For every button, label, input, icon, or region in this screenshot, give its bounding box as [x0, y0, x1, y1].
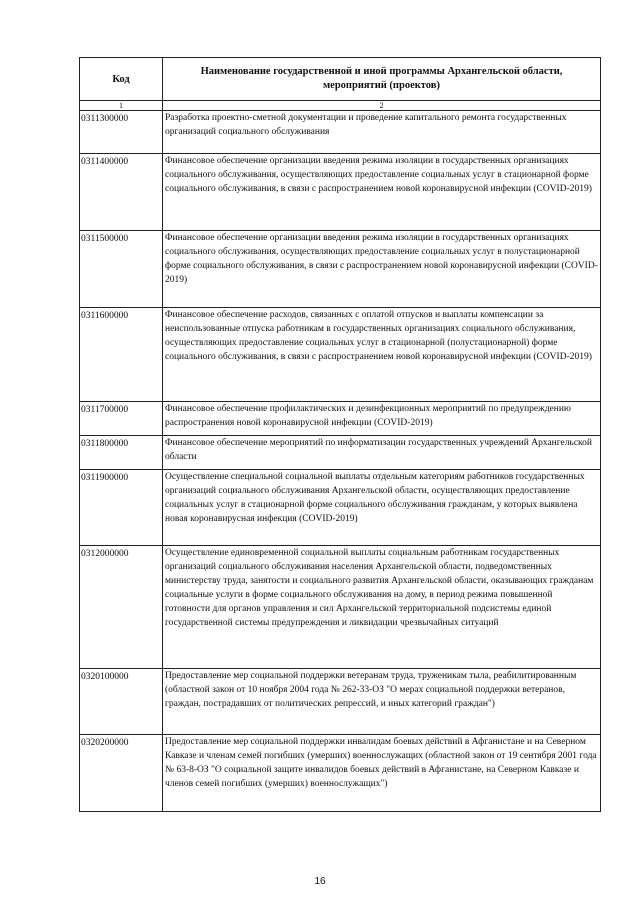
- row-name: Осуществление единовременной социальной выплаты социальным работникам государственных организаций социального обслуживания населения Архангельской области, подведомственных министерству труда, занятости и социального развития Архангельской области, оказывающих гражданам социальные услуги в форме социального обслуживания на дому, в период режима повышенной готовности для органов управления и сил Архангельской территориальной подсистемы единой государственной системы предупреждения и ликвидации чрезвычайных ситуаций: [163, 546, 601, 669]
- document-table: [79, 57, 601, 812]
- row-code: 0320100000: [80, 669, 163, 735]
- table-row: [80, 231, 601, 308]
- row-code: 0311400000: [80, 154, 163, 231]
- table-row: [80, 436, 601, 470]
- row-name: Финансовое обеспечение профилактических и дезинфекционных мероприятий по предупреждению распространения новой коронавирусной инфекции (COVID-2019): [163, 402, 601, 436]
- page-number: 16: [314, 876, 326, 887]
- row-code: 0311600000: [80, 308, 163, 402]
- header-code: Код: [80, 58, 163, 101]
- row-code: 0320200000: [80, 735, 163, 812]
- table-row: [80, 308, 601, 402]
- table-row: [80, 669, 601, 735]
- row-code: 0311500000: [80, 231, 163, 308]
- row-name: Финансовое обеспечение мероприятий по информатизации государственных учреждений Архангельской области: [163, 436, 601, 470]
- row-code: 0312000000: [80, 546, 163, 669]
- row-code: 0311800000: [80, 436, 163, 470]
- row-name: Финансовое обеспечение организации введения режима изоляции в государственных организациях социального обслуживания, осуществляющих предоставление социальных услуг в стационарной форме социального обслуживания, в связи с распространением новой коронавирусной инфекции (COVID-2019): [163, 154, 601, 231]
- table-row: [80, 470, 601, 546]
- row-name: Финансовое обеспечение расходов, связанных с оплатой отпусков и выплаты компенсации за неиспользованные отпуска работникам в государственных организациях социального обслуживания, осуществляющих предоставление социальных услуг в стационарной (полустационарной) форме социального обслуживания, в связи с распространением новой коронавирусной инфекции (COVID-2019): [163, 308, 601, 402]
- table-row: [80, 546, 601, 669]
- table-row: [80, 402, 601, 436]
- column-number-row: [80, 101, 601, 111]
- table-row: [80, 154, 601, 231]
- row-name: Осуществление специальной социальной выплаты отдельным категориям работников государственных организаций социального обслуживания Архангельской области, осуществляющих предоставление социальных услуг в стационарной форме социального обслуживания гражданам, у которых выявлена новая коронавирусная инфекция (COVID-2019): [163, 470, 601, 546]
- row-name: Предоставление мер социальной поддержки ветеранам труда, труженикам тыла, реабилитированным (областной закон от 10 ноября 2004 года № 262-33-ОЗ "О мерах социальной поддержки ветеранов, граждан, пострадавших от политических репрессий, и иных категорий граждан"): [163, 669, 601, 735]
- row-code: 0311300000: [80, 111, 163, 154]
- row-name: Предоставление мер социальной поддержки инвалидам боевых действий в Афганистане и на Северном Кавказе и членам семей погибших (умерших) военнослужащих (областной закон от 19 сентября 2001 года № 63-8-ОЗ "О социальной защите инвалидов боевых действий в Афганистане, на Северном Кавказе и членов семей погибших (умерших) военнослужащих"): [163, 735, 601, 812]
- table-row: [80, 735, 601, 812]
- row-code: 0311700000: [80, 402, 163, 436]
- column-number-2: 2: [163, 101, 601, 111]
- row-code: 0311900000: [80, 470, 163, 546]
- column-number-1: 1: [80, 101, 163, 111]
- table-header-row: [80, 58, 601, 101]
- header-name: Наименование государственной и иной программы Архангельской области, мероприятий (проектов): [163, 58, 601, 101]
- row-name: Финансовое обеспечение организации введения режима изоляции в государственных организациях социального обслуживания, осуществляющих предоставление социальных услуг в полустационарной форме социального обслуживания, в связи с распространением новой коронавирусной инфекции (COVID-2019): [163, 231, 601, 308]
- row-name: Разработка проектно-сметной документации и проведение капитального ремонта государственных организаций социального обслуживания: [163, 111, 601, 154]
- table-row: [80, 111, 601, 154]
